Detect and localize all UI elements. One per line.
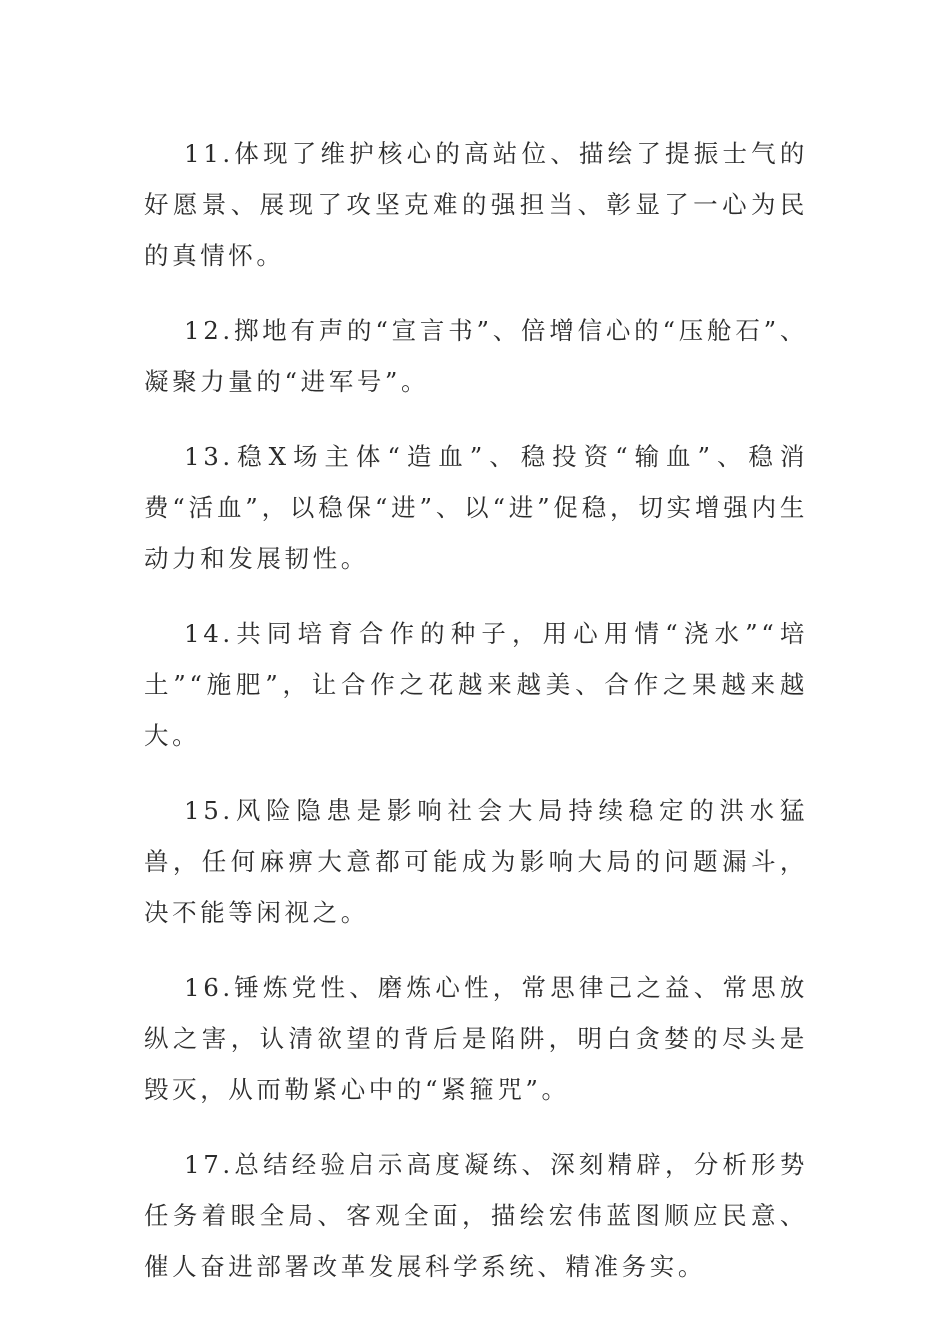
paragraph-12: 12.掷地有声的“宣言书”、倍增信心的“压舱石”、凝聚力量的“进军号”。: [144, 316, 808, 396]
paragraph-14: 14.共同培育合作的种子，用心用情“浇水”“培土”“施肥”，让合作之花越来越美、合作之果越来越大。: [144, 619, 808, 750]
paragraph-13: 13.稳X场主体“造血”、稳投资“输血”、稳消费“活血”，以稳保“进”、以“进”促稳，切实增强内生动力和发展韧性。: [144, 442, 808, 573]
paragraph-11: 11.体现了维护核心的高站位、描绘了提振士气的好愿景、展现了攻坚克难的强担当、彰显了一心为民的真情怀。: [144, 139, 808, 270]
paragraph-16: 16.锤炼党性、磨炼心性，常思律己之益、常思放纵之害，认清欲望的背后是陷阱，明白贪婪的尽头是毁灭，从而勒紧心中的“紧箍咒”。: [144, 973, 808, 1104]
paragraph-15: 15.风险隐患是影响社会大局持续稳定的洪水猛兽，任何麻痹大意都可能成为影响大局的问题漏斗，决不能等闲视之。: [144, 796, 808, 927]
paragraph-17: 17.总结经验启示高度凝练、深刻精辟，分析形势任务着眼全局、客观全面，描绘宏伟蓝图顺应民意、催人奋进部署改革发展科学系统、精准务实。: [144, 1150, 808, 1281]
document-body: [144, 128, 808, 1316]
